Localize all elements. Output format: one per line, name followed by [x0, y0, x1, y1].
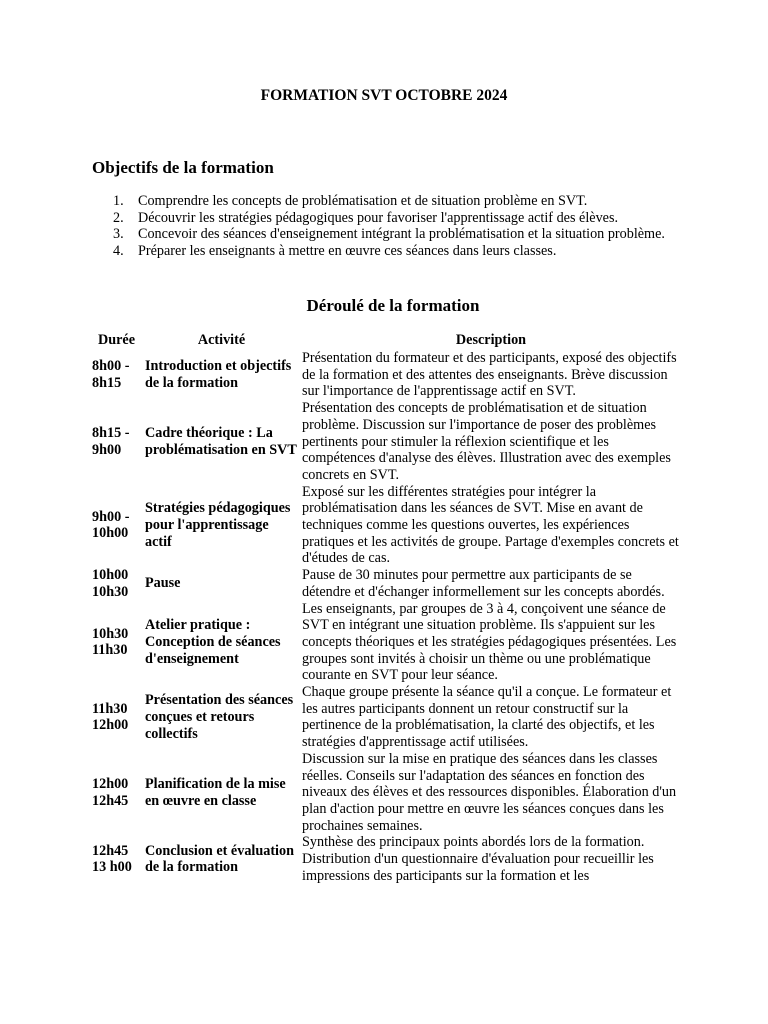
- objectives-list: [92, 193, 692, 259]
- table-row: [90, 751, 682, 835]
- cell-duration: 10h30 11h30: [92, 625, 129, 659]
- list-number: 2.: [113, 209, 124, 226]
- column-header-activity: Activité: [197, 331, 246, 348]
- list-item-text: Comprendre les concepts de problématisation et de situation problème en SVT.: [138, 193, 588, 209]
- list-number: 1.: [113, 193, 124, 209]
- table-row: [90, 601, 682, 685]
- cell-duration: 11h30 12h00: [92, 700, 129, 734]
- cell-description: Synthèse des principaux points abordés lors de la formation. Distribution d'un questionnaire d'évaluation pour recueillir les impressions des participants sur la formation et les: [302, 834, 654, 884]
- cell-activity: Cadre théorique : La problématisation en SVT: [145, 425, 297, 458]
- cell-activity: Conclusion et évaluation de la formation: [145, 842, 294, 876]
- objectives-heading: Objectifs de la formation: [92, 158, 274, 177]
- cell-description: Exposé sur les différentes stratégies pour intégrer la problématisation dans les séances de SVT. Mise en avant de techniques comme les questions ouvertes, les expériences pratiques et les activités de groupe. Partage d'exemples concrets et d'études de cas.: [302, 483, 679, 567]
- cell-description: Les enseignants, par groupes de 3 à 4, conçoivent une séance de SVT en intégrant une situation problème. Ils s'appuient sur les concepts théoriques et les stratégies pédagogiques présentées. Les groupes sont invités à choisir un thème ou une problématique courante en SVT pour leur séance.: [302, 600, 677, 684]
- cell-activity: Atelier pratique : Conception de séances d'enseignement: [145, 617, 281, 667]
- cell-duration: 8h00 - 8h15: [92, 358, 130, 392]
- list-item: [92, 243, 692, 260]
- cell-description: Chaque groupe présente la séance qu'il a conçue. Le formateur et les autres participants donnent un retour constructif sur la pertinence de la problématisation, la clarté des objectifs, et les stratégies d'apprentissage actif utilisées.: [302, 684, 672, 751]
- cell-duration: 9h00 - 10h00: [92, 508, 130, 542]
- cell-activity: Introduction et objectifs de la formation: [145, 358, 292, 392]
- table-row: [90, 400, 682, 484]
- cell-duration: 12h00 12h45: [92, 775, 129, 809]
- list-item: [92, 193, 692, 210]
- cell-activity: Planification de la mise en œuvre en classe: [145, 775, 286, 809]
- cell-duration: 12h45 13 h00: [92, 842, 132, 876]
- schedule-heading: Déroulé de la formation: [306, 296, 480, 315]
- cell-activity: Pause: [145, 575, 181, 592]
- list-item: [92, 226, 692, 243]
- column-header-duration: Durée: [97, 331, 136, 348]
- table-row: [90, 484, 682, 568]
- cell-description: Pause de 30 minutes pour permettre aux participants de se détendre et d'échanger informellement sur les concepts abordés.: [302, 567, 665, 600]
- cell-description: Présentation du formateur et des participants, exposé des objectifs de la formation et des attentes des enseignants. Brève discussion sur l'importance de l'apprentissage actif en SVT.: [302, 350, 677, 400]
- table-row: [90, 567, 682, 600]
- list-item-text: Préparer les enseignants à mettre en œuvre ces séances dans leurs classes.: [138, 242, 557, 259]
- cell-duration: 10h00 10h30: [92, 567, 129, 600]
- table-header-row: [90, 330, 682, 350]
- list-item-text: Découvrir les stratégies pédagogiques pour favoriser l'apprentissage actif des élèves.: [138, 209, 619, 226]
- list-item: [92, 210, 692, 227]
- cell-description: Présentation des concepts de problématisation et de situation problème. Discussion sur l'importance de poser des problèmes pertinents pour stimuler la réflexion scientifique et les compétences d'analyse des élèves. Illustration avec des exemples concrets en SVT.: [302, 400, 671, 483]
- list-number: 4.: [113, 242, 124, 259]
- cell-activity: Présentation des séances conçues et retours collectifs: [145, 692, 294, 742]
- list-item-text: Concevoir des séances d'enseignement intégrant la problématisation et la situation problème.: [138, 226, 665, 243]
- cell-activity: Stratégies pédagogiques pour l'apprentissage actif: [145, 500, 291, 550]
- list-number: 3.: [113, 226, 124, 243]
- schedule-table: [90, 330, 682, 885]
- cell-duration: 8h15 - 9h00: [92, 425, 130, 458]
- document-title: FORMATION SVT OCTOBRE 2024: [260, 87, 508, 104]
- table-row: [90, 684, 682, 751]
- table-row: [90, 834, 682, 884]
- cell-description: Discussion sur la mise en pratique des séances dans les classes réelles. Conseils sur l'adaptation des séances en fonction des niveaux des élèves et des ressources disponibles. Élaboration d'un plan d'action pour mettre en œuvre les séances conçues dans les prochaines semaines.: [302, 750, 677, 834]
- column-header-description: Description: [455, 331, 527, 348]
- table-row: [90, 350, 682, 400]
